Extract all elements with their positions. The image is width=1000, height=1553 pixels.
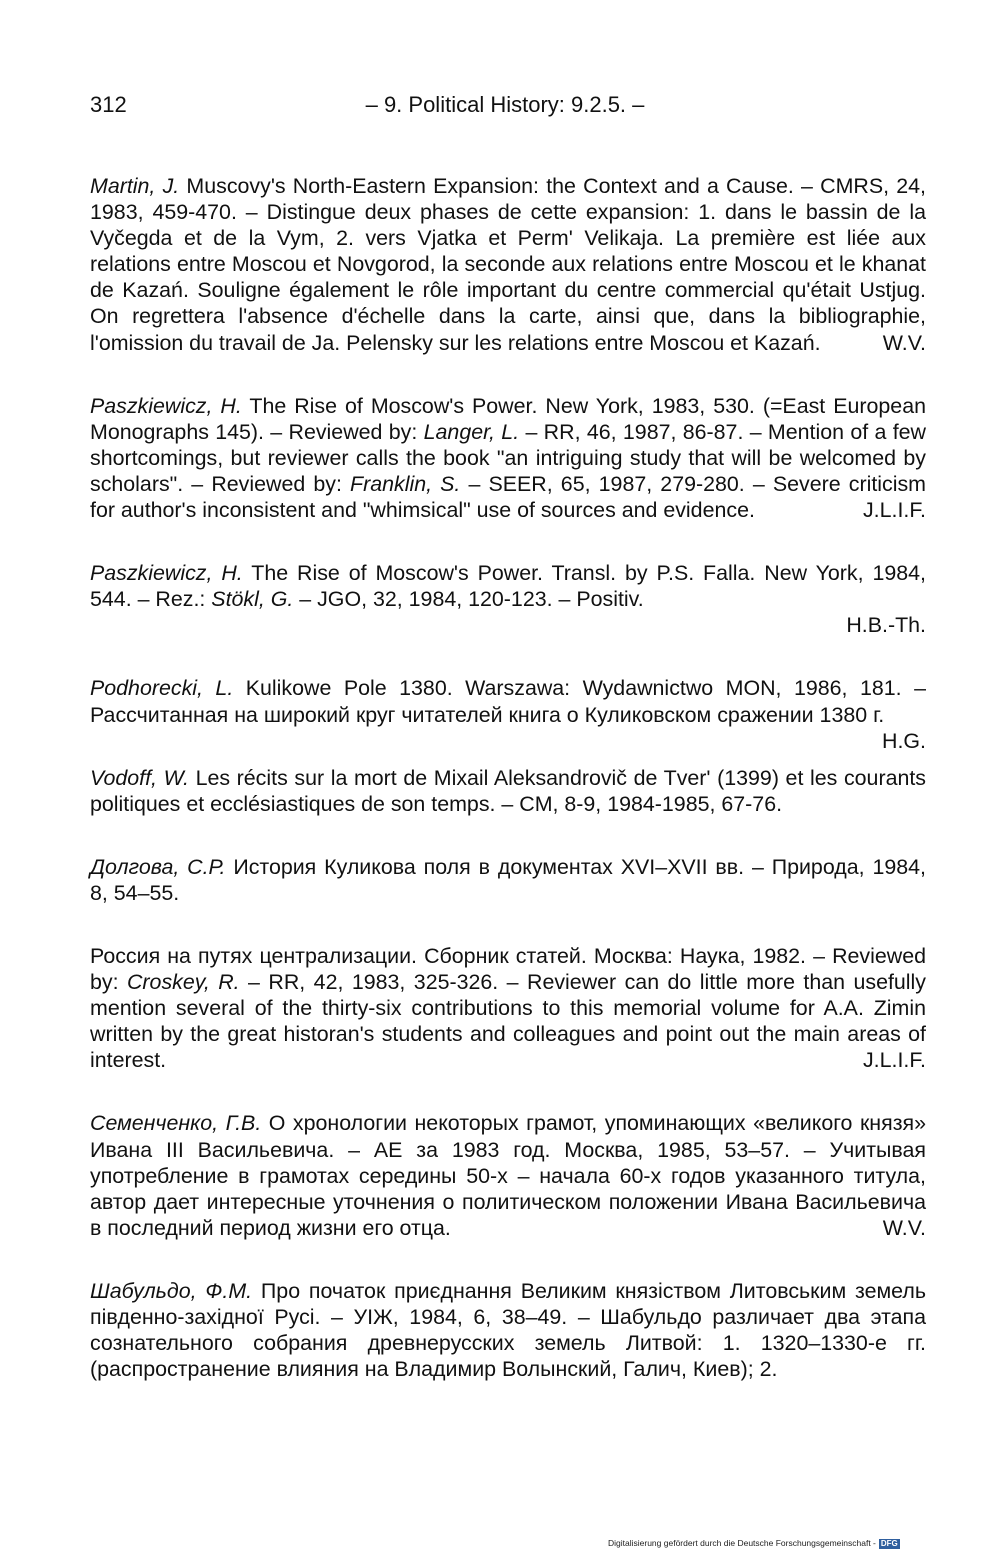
- entry-author: Paszkiewicz, H.: [90, 393, 242, 418]
- entry-text: – RR, 46, 1987, 86-87. – Mention of a few shortcomings, but reviewer calls the book "an intriguing study that will be welcomed by scholars". – Reviewed by:: [90, 419, 926, 496]
- entry-text: Про початок приєднання Великим князiством Литовським земель пiвденно-захiдної Русi. – УIЖ, 1984, 6, 38–49. – Шабульдо различает два этапа сознательного собрания древнерусских земель Литвой: 1. 1320–1330-е гг. (распространение влияния на Владимир Волынский, Галич, Киев); 2.: [90, 1278, 926, 1382]
- entry-author: Vodoff, W.: [90, 765, 189, 790]
- bibliography-entries: [90, 173, 926, 1419]
- entry-author: Podhorecki, L.: [90, 676, 234, 701]
- entry-text: The Rise of Moscow's Power. New York, 1983, 530. (=East European Monographs 145). – Reviewed by:: [90, 393, 926, 444]
- digitization-footer: [608, 1538, 900, 1549]
- entry-dolgova: [90, 854, 926, 906]
- entry-signature: W.V.: [882, 330, 926, 355]
- entry-podhorecki: [90, 675, 926, 753]
- page-header: [90, 92, 920, 122]
- entry-signature: W.V.: [882, 1215, 926, 1240]
- entry-paszkiewicz-1983: [90, 393, 926, 523]
- entry-text: Kulikowe Pole 1380. Warszawa: Wydawnictwo MON, 1986, 181. – Рассчитанная на широкий круг читателей книга о Куликовском сражении 1380 г.: [90, 676, 926, 727]
- entry-text: – JGO, 32, 1984, 120-123. – Positiv.: [293, 587, 644, 612]
- entry-signature: H.G.: [882, 728, 926, 753]
- footer-text: Digitalisierung gefördert durch die Deutsche Forschungsgemeinschaft -: [608, 1538, 876, 1548]
- entry-author: Paszkiewicz, H.: [90, 561, 243, 586]
- entry-author: Шабульдо, Ф.М.: [90, 1278, 253, 1303]
- entry-text: Les récits sur la mort de Mixail Aleksandrovič de Tver' (1399) et les courants politiques et ecclésiastiques de son temps. – CM, 8-9, 1984-1985, 67-76.: [90, 765, 926, 816]
- running-head: – 9. Political History: 9.2.5. –: [365, 92, 645, 117]
- entry-signature: J.L.I.F.: [862, 498, 926, 523]
- entry-text: – SEER, 65, 1987, 279-280. – Severe criticism for author's inconsistent and "whimsical" use of sources and evidence.: [90, 471, 926, 523]
- entry-martin: [90, 173, 926, 356]
- entry-text: The Rise of Moscow's Power. Transl. by P.S. Falla. New York, 1984, 544. – Rez.:: [90, 561, 926, 612]
- entry-text: О хронологии некоторых грамот, упоминающих «великого князя» Ивана III Васильевича. – АЕ за 1983 год. Москва, 1985, 53–57. – Учитывая употребление в грамотах середины 50-х – начала 60-х годов указанного титула, автор дает интересные уточнения о политическом положении Ивана Васильевича в последний период жизни его отца.: [90, 1111, 926, 1240]
- dfg-logo: DFG: [880, 1538, 898, 1548]
- entry-text: Muscovy's North-Eastern Expansion: the Context and a Cause. – CMRS, 24, 1983, 459-470. – Distingue deux phases de cette expansion: 1. dans le bassin de la Vyčegda et de la Vym, 2. vers Vjatka et Perm' Velikaja. La première est liée aux relations entre Moscou et Novgorod, la seconde aux relations entre Moscou et le khanat de Kazań. Souligne également le rôle important du centre commercial qu'était Ustjug. On regrettera l'absence d'échelle dans la carte, ainsi que, dans la bibliographie, l'omission du travail de Ja. Pelensky sur les relations entre Moscou et Kazań.: [90, 174, 926, 355]
- entry-author: Долгова, С.Р.: [90, 854, 226, 879]
- reviewer-name: Franklin, S.: [350, 471, 461, 496]
- reviewer-name: Croskey, R.: [126, 970, 240, 995]
- entry-author: Martin, J.: [90, 174, 180, 198]
- entry-text: Россия на путях централизации. Сборник статей. Москва: Наука, 1982. – Reviewed by:: [90, 943, 926, 995]
- entry-author: Семенченко, Г.В.: [90, 1111, 262, 1136]
- entry-text: История Куликова поля в документах XVI–XVII вв. – Природа, 1984, 8, 54–55.: [90, 854, 926, 905]
- entry-shabuldo: [90, 1278, 926, 1382]
- entry-rossiya: [90, 943, 926, 1073]
- page-number: 312: [90, 92, 127, 117]
- entry-semenchenko: [90, 1110, 926, 1240]
- entry-paszkiewicz-1984: [90, 560, 926, 638]
- entry-signature: J.L.I.F.: [862, 1048, 926, 1073]
- reviewer-name: Stökl, G.: [211, 587, 294, 612]
- reviewer-name: Langer, L.: [423, 419, 520, 444]
- entry-signature: H.B.-Th.: [846, 613, 926, 638]
- entry-text: – RR, 42, 1983, 325-326. – Reviewer can do little more than usefully mention several of the thirty-six contributions to this memorial volume for A.A. Zimin written by the great historan's students and colleagues and point out the main areas of interest.: [90, 970, 927, 1073]
- entry-vodoff: [90, 765, 926, 817]
